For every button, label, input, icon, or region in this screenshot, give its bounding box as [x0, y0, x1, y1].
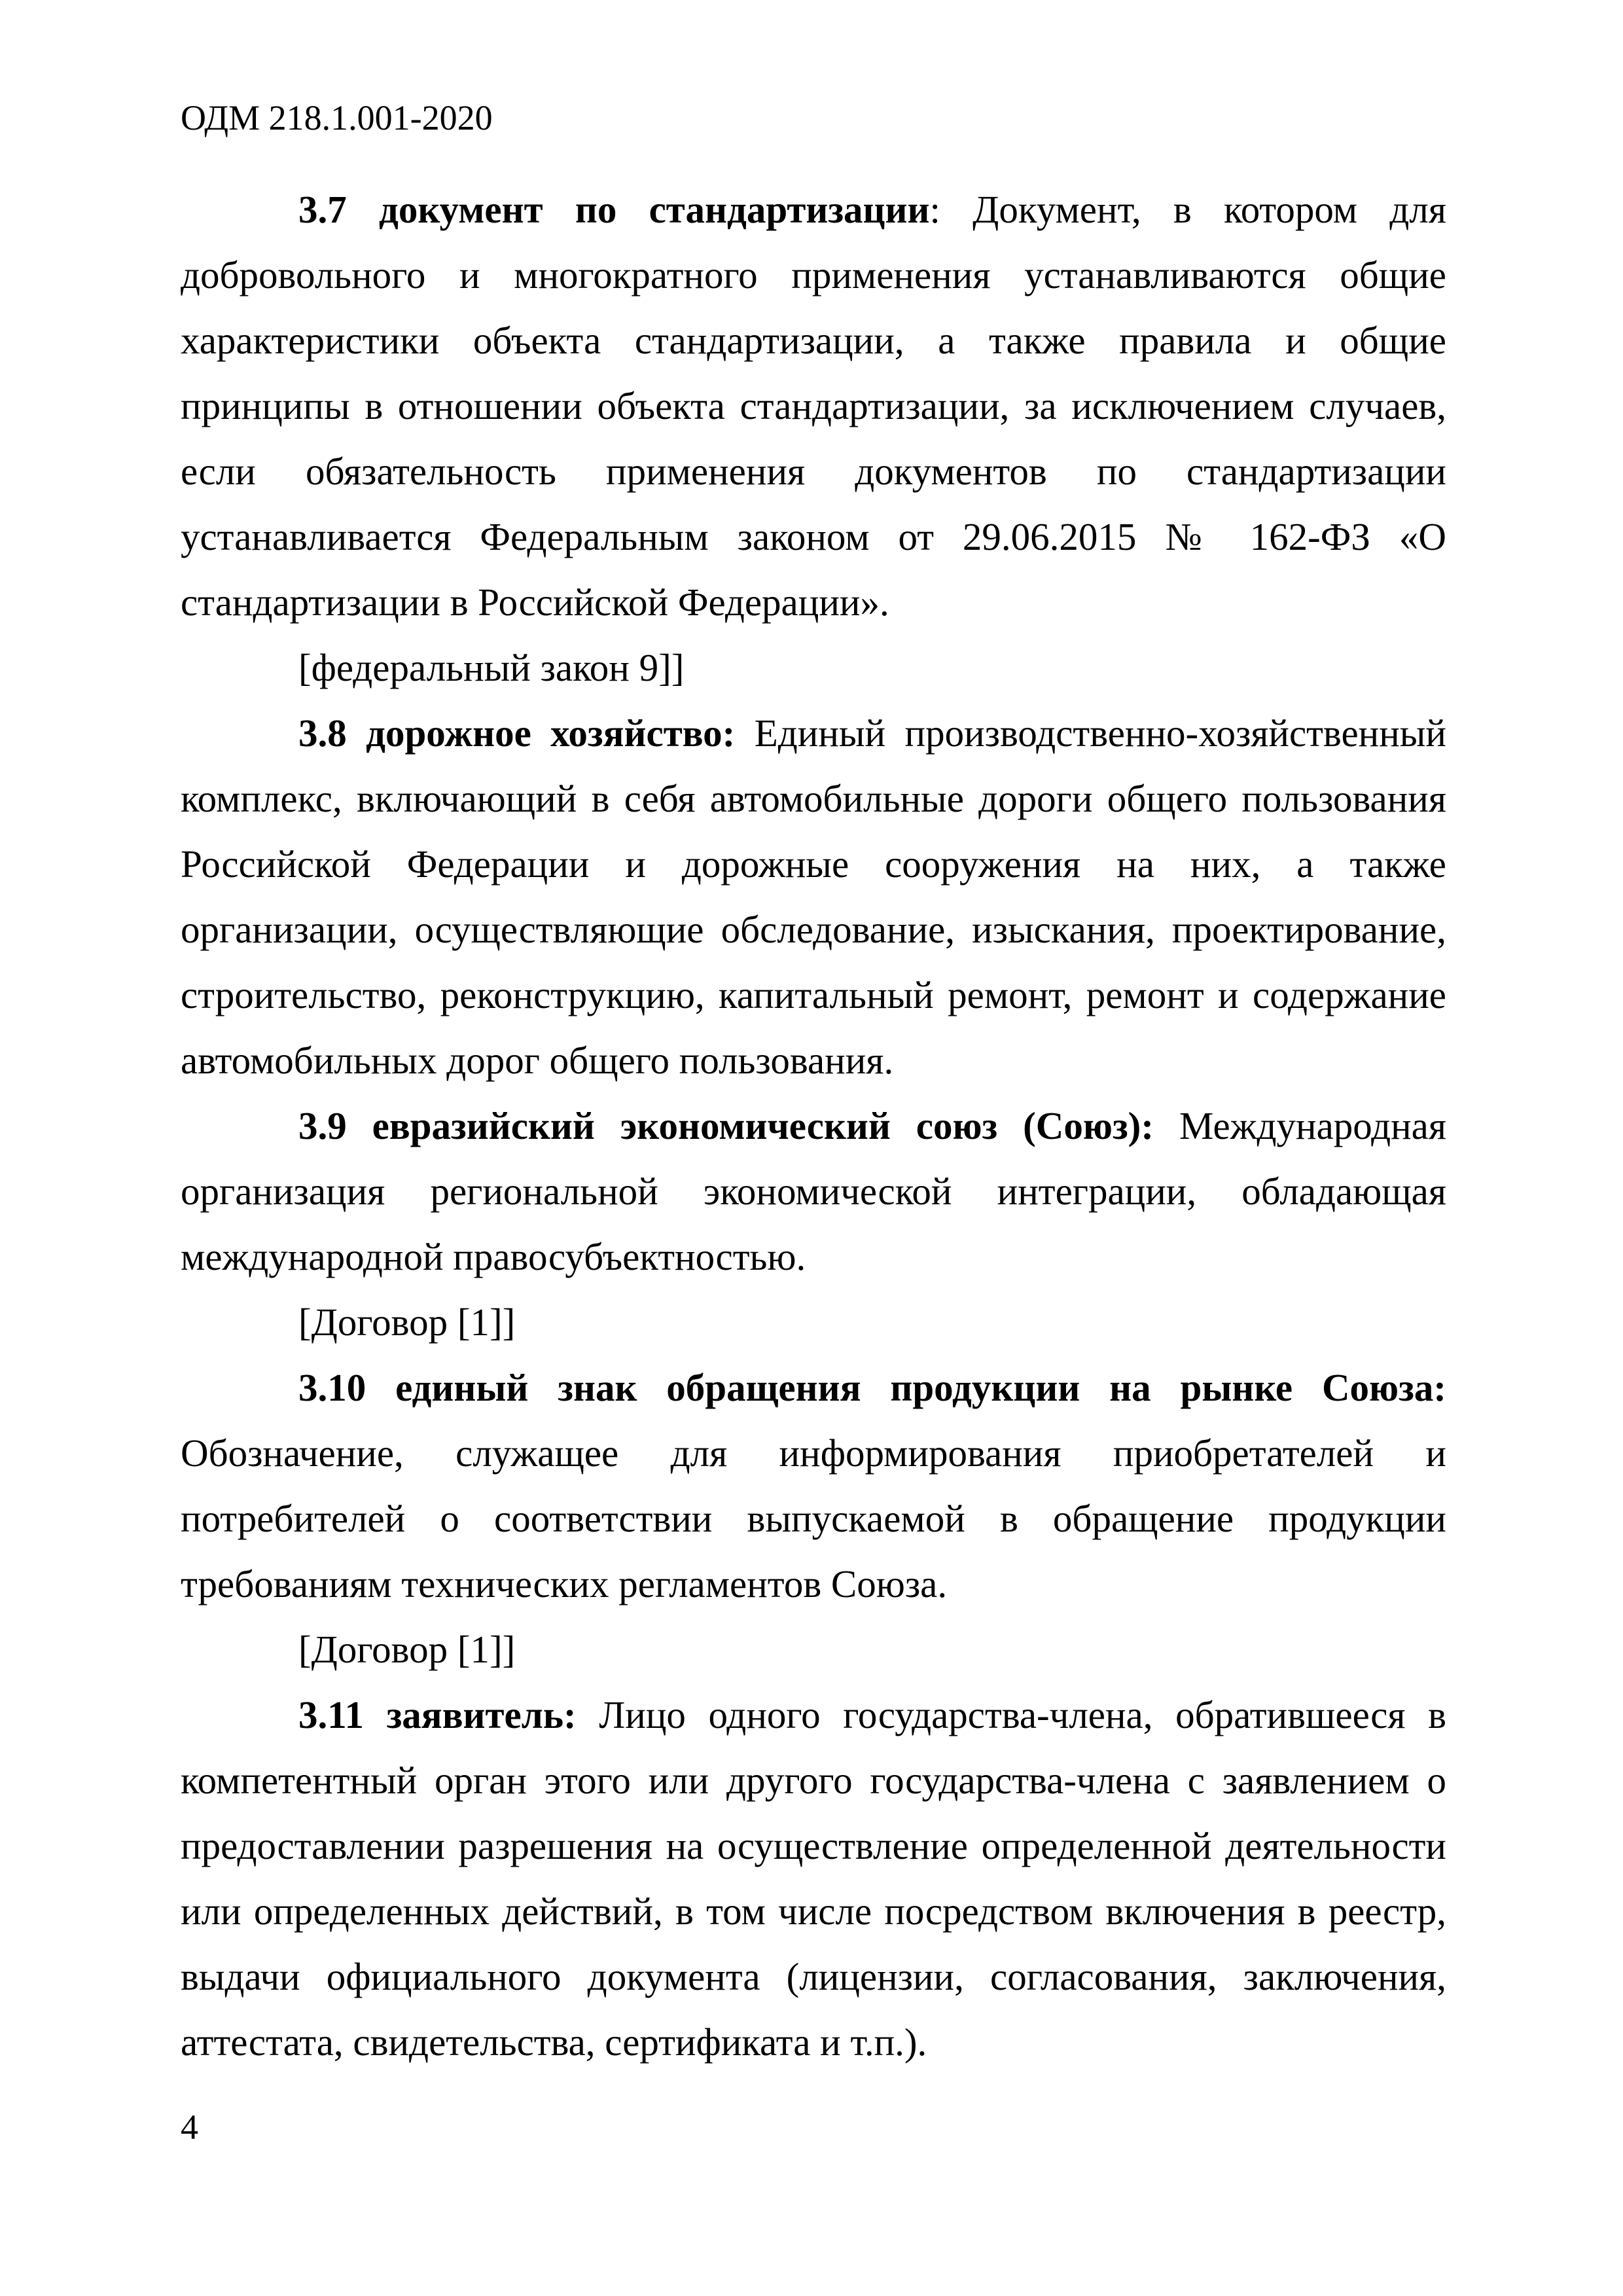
definition-text-3-7: : Документ, в котором для добровольного и многократного применения устанавливаются общие характеристики объекта стандартизации, а также правила и общие принципы в отношении объекта стандартизации, за исключением случаев, если обязательность применения документов по стандартизации устанавливается Федеральным законом от 29.06.2015 № 162-ФЗ «О стандартизации в Российской Федерации». [181, 188, 1446, 624]
page-number: 4 [181, 2108, 198, 2147]
source-3-10: [Договор [1]] [298, 1628, 516, 1671]
definition-text-3-9: Международная организация региональной экономической интеграции, обладающая международной правосубъектностью. [181, 1104, 1447, 1278]
term-3-9: 3.9 евразийский экономический союз (Союз): [298, 1104, 1154, 1147]
definition-3-10 [181, 1355, 1446, 1617]
source-3-9: [Договор [1]] [298, 1300, 516, 1344]
source-3-7: [федеральный закон 9]] [298, 646, 685, 689]
term-3-11: 3.11 заявитель: [298, 1693, 577, 1736]
definition-3-7 [181, 177, 1446, 635]
definition-3-8 [181, 700, 1446, 1093]
term-3-7: 3.7 документ по стандартизации [298, 188, 930, 231]
term-3-8: 3.8 дорожное хозяйство: [298, 711, 736, 755]
definition-text-3-10: Обозначение, служащее для информирования приобретателей и потребителей о соответствии выпускаемой в обращение продукции требованиям технических регламентов Союза. [181, 1431, 1446, 1605]
document-body [181, 177, 1446, 2075]
definition-text-3-11: Лицо одного государства-члена, обратившееся в компетентный орган этого или другого государства-члена с заявлением о предоставлении разрешения на осуществление определенной деятельности или определенных действий, в том числе посредством включения в реестр, выдачи официального документа (лицензии, согласования, заключения, аттестата, свидетельства, сертификата и т.п.). [181, 1693, 1446, 2064]
definition-text-3-8: Единый производственно-хозяйственный комплекс, включающий в себя автомобильные дороги общего пользования Российской Федерации и дорожные сооружения на них, а также организации, осуществляющие обследование, изыскания, проектирование, строительство, реконструкцию, капитальный ремонт, ремонт и содержание автомобильных дорог общего пользования. [181, 711, 1446, 1082]
definition-3-11 [181, 1682, 1446, 2075]
definition-3-9 [181, 1093, 1446, 1289]
term-3-10: 3.10 единый знак обращения продукции на рынке Союза: [298, 1366, 1446, 1409]
document-code-header: ОДМ 218.1.001-2020 [181, 98, 493, 137]
